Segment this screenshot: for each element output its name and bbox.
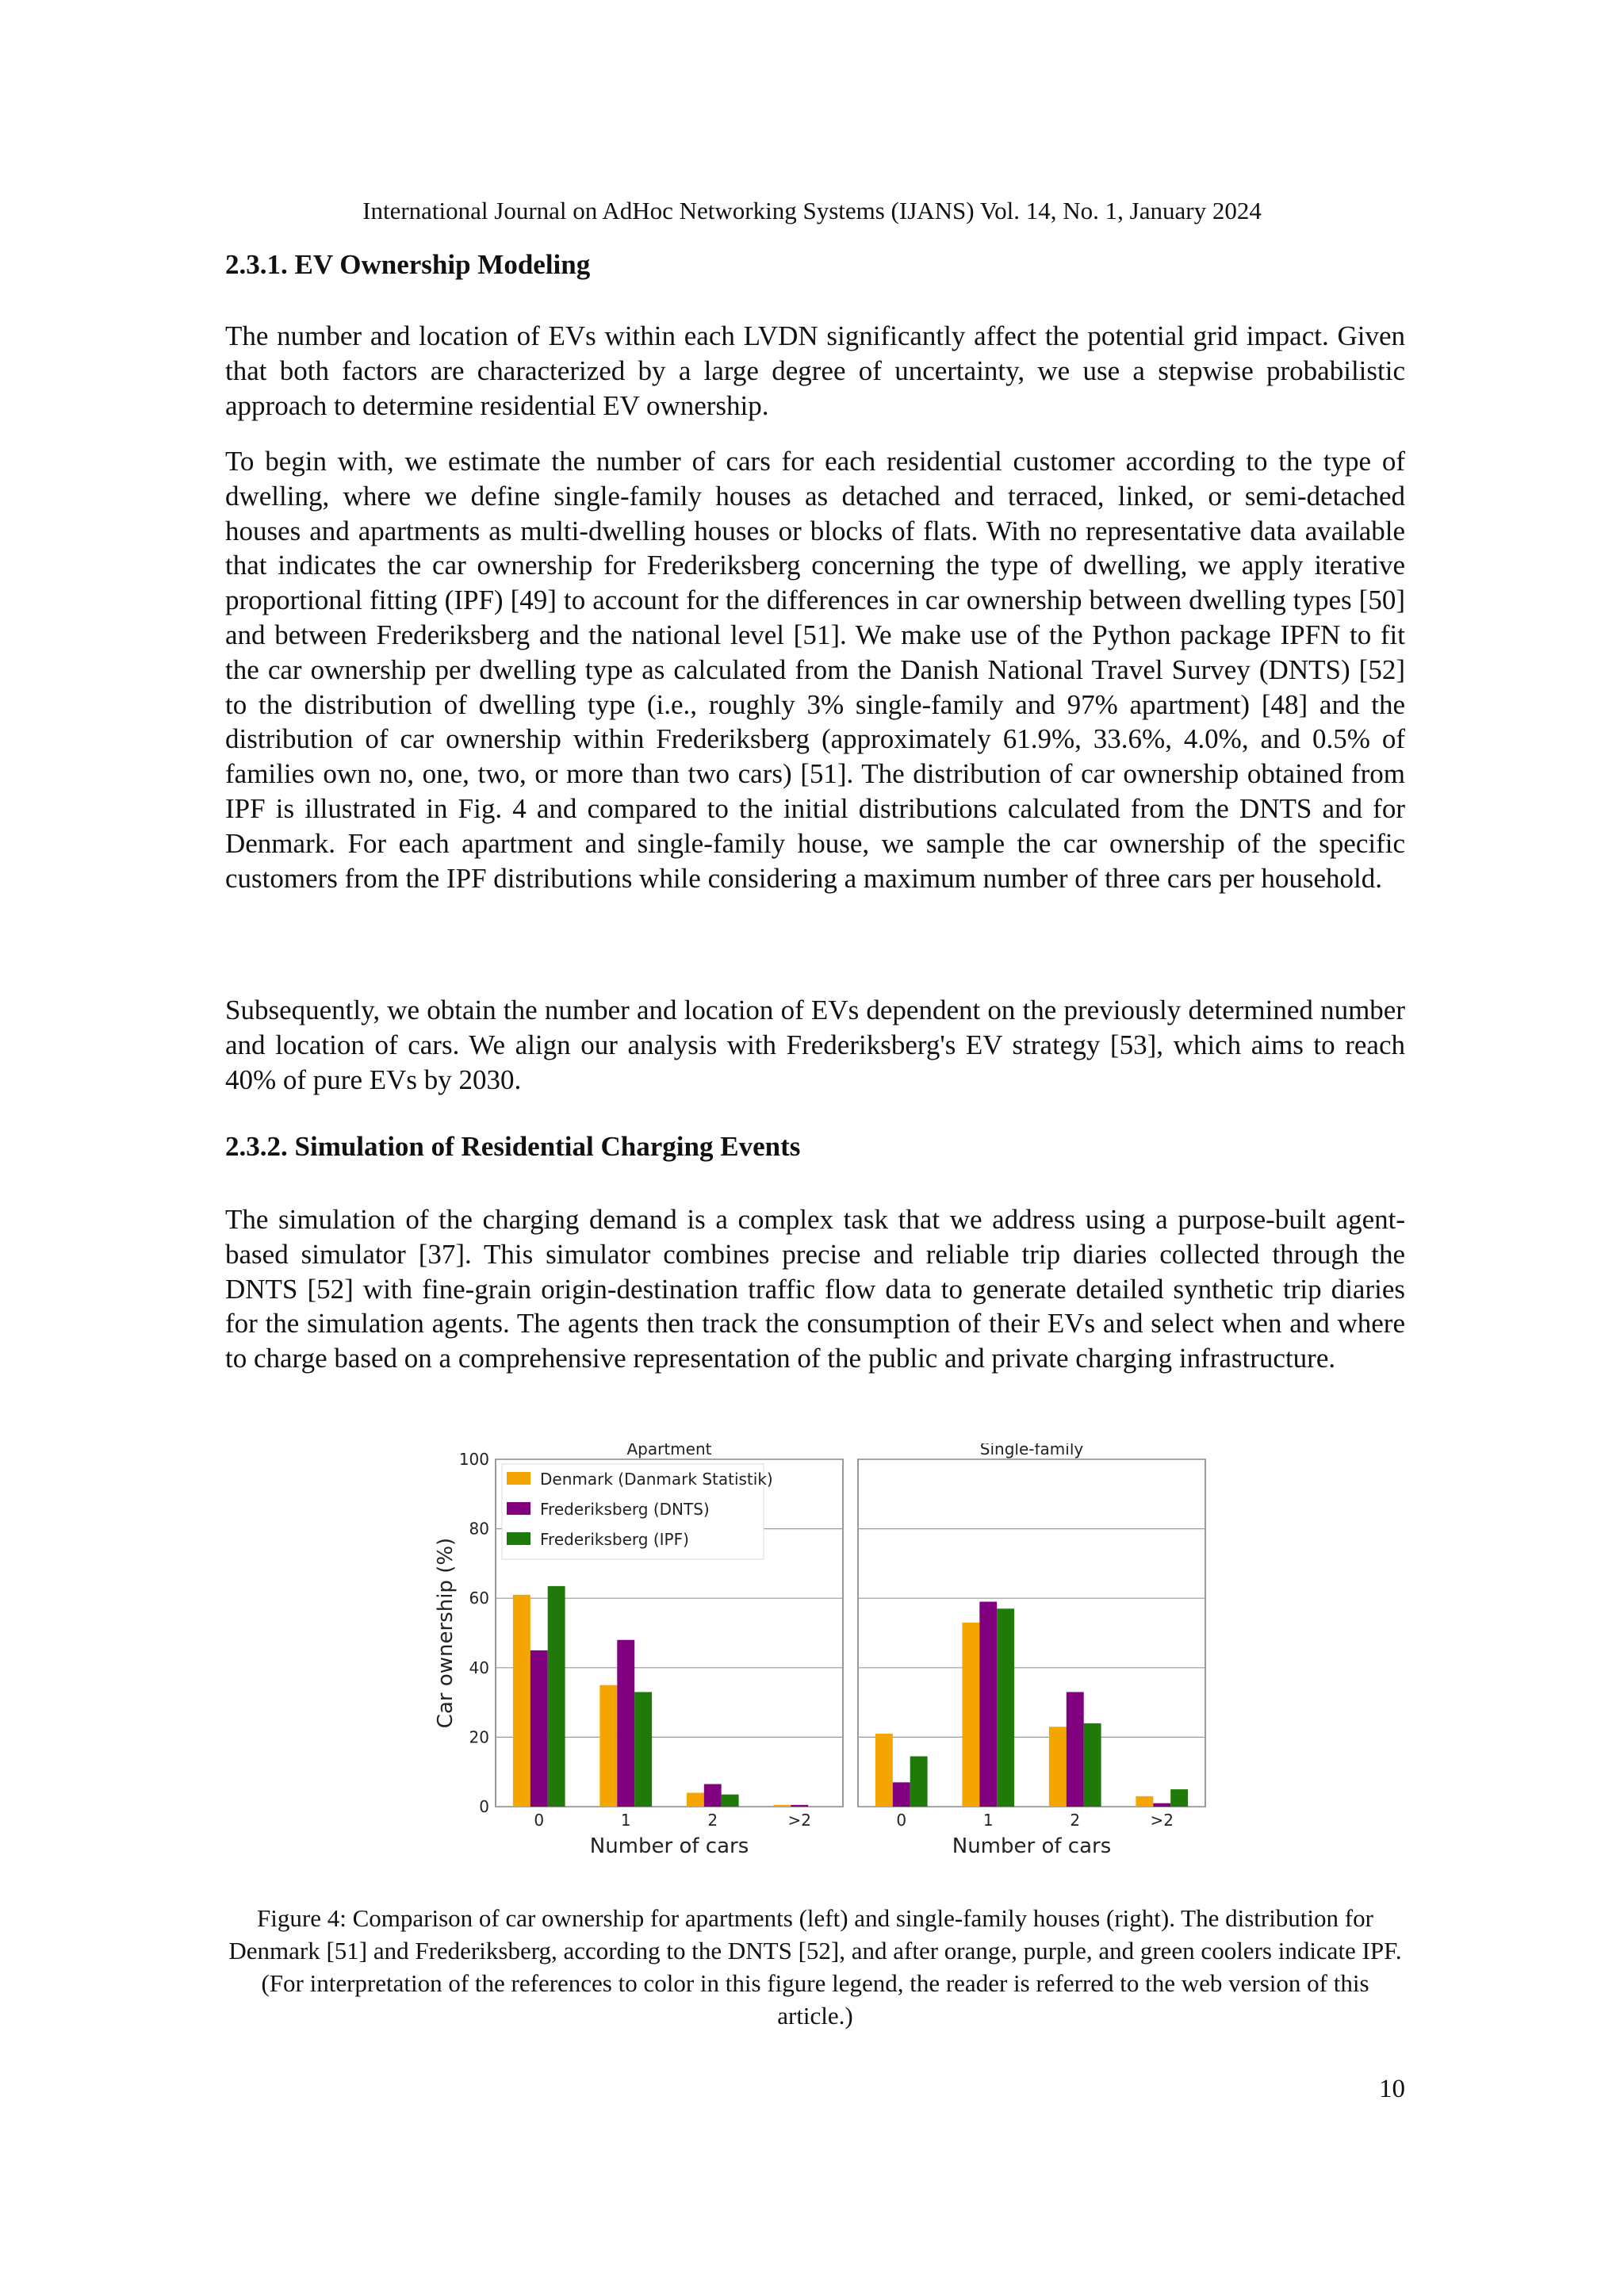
x-tick-label: >2 (1150, 1811, 1174, 1830)
bar (1084, 1723, 1101, 1807)
panel-title: Single-family (979, 1443, 1084, 1458)
paragraph-charging-simulation: The simulation of the charging demand is a complex task that we address using a purpose-built agent-based simulator [37]. This simulator combines precise and reliable trip diaries collected through the DNTS [52] with fine-grain origin-destination traffic flow data to generate detailed synthetic trip diaries for the simulation agents. The agents then track the consumption of their EVs and select when and where to charge based on a comprehensive representation of the public and private charging infrastructure. (225, 1204, 1405, 1374)
bar (634, 1692, 652, 1807)
legend-entry: Frederiksberg (IPF) (540, 1530, 689, 1549)
x-tick-label: 2 (1070, 1811, 1081, 1830)
x-tick-label: 0 (534, 1811, 545, 1830)
legend-entry: Frederiksberg (DNTS) (540, 1500, 710, 1519)
y-tick-label: 40 (469, 1658, 489, 1677)
legend-swatch (507, 1532, 530, 1545)
bar (722, 1795, 739, 1807)
bar (704, 1784, 722, 1807)
x-axis-label: Number of cars (952, 1834, 1112, 1858)
bar (1049, 1727, 1067, 1807)
bar (893, 1782, 910, 1807)
bar (617, 1640, 634, 1807)
y-tick-label: 20 (469, 1727, 489, 1747)
section-heading-charging-events: 2.3.2. Simulation of Residential Charging Events (225, 1131, 801, 1162)
section-heading-ev-ownership: 2.3.1. EV Ownership Modeling (225, 249, 591, 280)
legend-entry: Denmark (Danmark Statistik) (540, 1470, 773, 1489)
bar (513, 1595, 530, 1807)
paragraph-ev-ownership-intro: The number and location of EVs within each LVDN significantly affect the potential grid impact. Given that both factors are characterized by a large degree of uncertainty, we use a stepwise probabilistic approach to determine residential EV ownership. (225, 320, 1405, 421)
x-axis-label: Number of cars (589, 1834, 749, 1858)
panel-frame (858, 1459, 1205, 1807)
bar (979, 1602, 997, 1807)
bar (687, 1792, 704, 1807)
bar (875, 1734, 893, 1807)
bar (530, 1650, 548, 1807)
figure-caption: Figure 4: Comparison of car ownership for apartments (left) and single-family houses (right). The distribution for Denmark [51] and Frederiksberg, according to the DNTS [52], and after orange, purple, and green coolers indicate IPF. (For interpretation of the references to color in this figure legend, the reader is referred to the web version of this article.) (228, 1904, 1402, 2030)
bar (1170, 1789, 1188, 1807)
y-tick-label: 100 (458, 1450, 489, 1469)
panel-title: Apartment (626, 1443, 712, 1458)
x-tick-label: 1 (982, 1811, 994, 1830)
x-tick-label: 0 (896, 1811, 907, 1830)
paragraph-car-ownership-ipf: To begin with, we estimate the number of cars for each residential customer according to the type of dwelling, where we define single-family houses as detached and terraced, linked, or semi-detached houses and apartments as multi-dwelling houses or blocks of flats. With no representative data available that indicates the car ownership for Frederiksberg concerning the type of dwelling, we apply iterative proportional fitting (IPF) [49] to account for the differences in car ownership between dwelling types [50] and between Frederiksberg and the national level [51]. We make use of the Python package IPFN to fit the car ownership per dwelling type as calculated from the Danish National Travel Survey (DNTS) [52] to the distribution of dwelling type (i.e., roughly 3% single-family and 97% apartment) [48] and the distribution of car ownership within Frederiksberg (approximately 61.9%, 33.6%, 4.0%, and 0.5% of families own no, one, two, or more than two cars) [51]. The distribution of car ownership obtained from IPF is illustrated in Fig. 4 and compared to the initial distributions calculated from the DNTS and for Denmark. For each apartment and single-family house, we sample the car ownership of the specific customers from the IPF distributions while considering a maximum number of three cars per household. (225, 446, 1405, 894)
paragraph-ev-location: Subsequently, we obtain the number and location of EVs dependent on the previously determined number and location of cars. We align our analysis with Frederiksberg's EV strategy [53], which aims to reach 40% of pure EVs by 2030. (225, 995, 1405, 1095)
y-tick-label: 60 (469, 1589, 489, 1608)
y-tick-label: 0 (479, 1797, 489, 1816)
legend-swatch (507, 1472, 530, 1485)
running-header: International Journal on AdHoc Networking Systems (IJANS) Vol. 14, No. 1, January 2024 (362, 197, 1262, 224)
car-ownership-bar-chart (428, 1443, 1221, 1872)
bar (1067, 1692, 1084, 1807)
bar (1136, 1796, 1153, 1807)
bar (1153, 1803, 1170, 1807)
x-tick-label: 1 (620, 1811, 631, 1830)
x-tick-label: >2 (787, 1811, 811, 1830)
bar (962, 1623, 979, 1807)
bar (773, 1805, 791, 1807)
x-tick-label: 2 (707, 1811, 718, 1830)
bar (791, 1805, 808, 1807)
bar (997, 1608, 1014, 1807)
legend-swatch (507, 1502, 530, 1515)
bar (910, 1756, 928, 1807)
bar (599, 1685, 617, 1807)
y-axis-label: Car ownership (%) (434, 1537, 458, 1729)
y-tick-label: 80 (469, 1519, 489, 1539)
bar (548, 1586, 565, 1807)
page-number: 10 (1379, 2075, 1405, 2103)
